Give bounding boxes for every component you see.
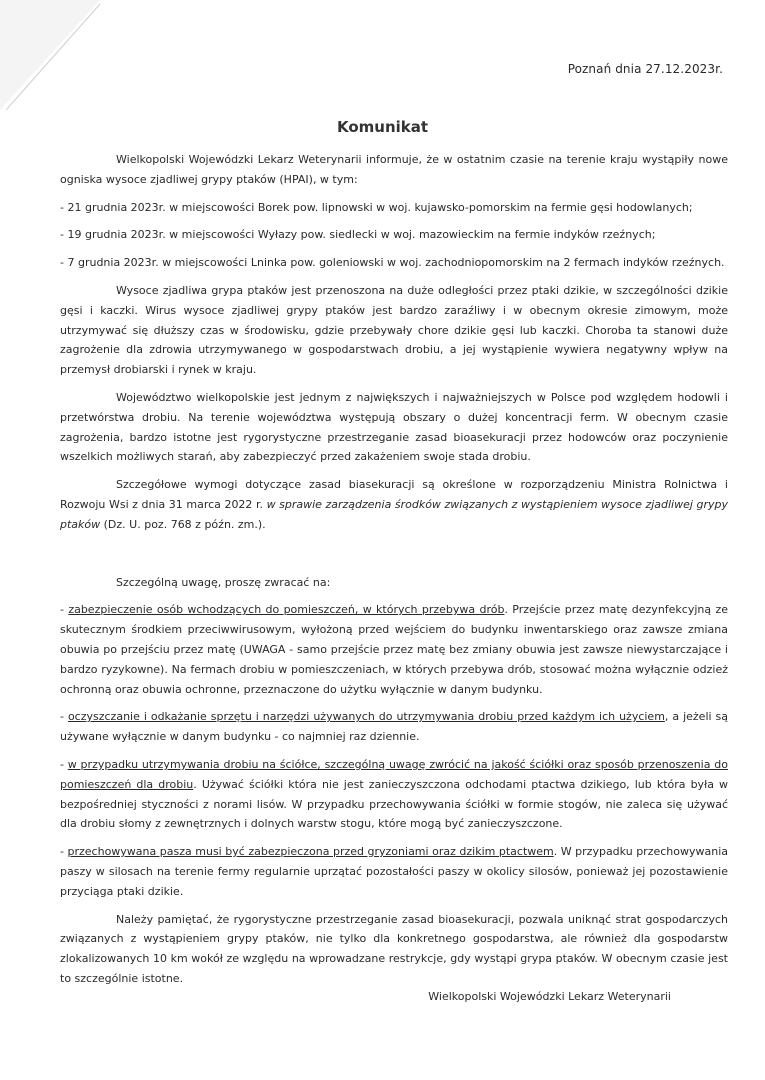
outbreak-item: - 7 grudnia 2023r. w miejscowości Lninka pow. goleniowski w woj. zachodniopomorskim na 2 fermach indyków rzeźnych. [60, 256, 725, 270]
scan-corner-fold [0, 0, 110, 120]
point-heading: przechowywana pasza musi być zabezpieczona przed gryzoniami oraz dzikim ptactwem [67, 845, 554, 859]
closing-paragraph: Należy pamiętać, że rygorystyczne przestrzeganie zasad bioasekuracji, pozwala uniknąć strat gospodarczych związanych z wystąpieniem grypy ptaków, nie tylko dla konkretnego gospodarstwa, ale również dla gospodarstw zlokalizowanych 10 km wokół ze względu na wprowadzane restrykcje, gdy wystąpi grypa ptaków. W obecnym czasie jest to szczególnie istotne. [60, 912, 728, 985]
point-dash: - [60, 710, 68, 724]
point-text: . Używać ściółki która nie jest zanieczyszczona odchodami ptactwa dzikiego, lub która była w bezpośredniej styczności z norami lisów. W przypadku przechowywania ściółki w formie stogów, nie zaleca się używać dla drobiu słomy z zewnętrznych i dolnych warstw stogu, które mogą być zanieczyszczone. [60, 777, 728, 831]
signature: Wielkopolski Wojewódzki Lekarz Weterynarii [428, 990, 671, 1003]
regulation-title: w sprawie zarządzenia środków związanych z wystąpieniem wysoce zjadliwej grypy ptaków [60, 497, 728, 531]
regulation-reference: (Dz. U. poz. 768 z późn. zm.). [100, 517, 266, 531]
spread-paragraph: Wysoce zjadliwa grypa ptaków jest przenoszona na duże odległości przez ptaki dzikie, w szczególności dzikie gęsi i kaczki. Wirus wysoce zjadliwej grypy ptaków jest bardzo zaraźliwy i w obecnym okresie zimowym, może utrzymywać się dłuższy czas w środowisku, gdzie przebywały chore dzikie gęsi lub kaczki. Choroba ta stanowi duże zagrożenie dla zdrowia utrzymywanego w gospodarstwach drobiu, a jej wystąpienie wywiera negatywny wpływ na przemysł drobiarski i rynek w kraju. [60, 283, 728, 377]
attention-point [60, 755, 728, 834]
attention-point [60, 707, 728, 747]
point-dash: - [60, 603, 69, 617]
attention-point [60, 842, 728, 901]
regulation-paragraph [60, 475, 728, 534]
point-text: . Przejście przez matę dezynfekcyjną ze skutecznym środkiem przeciwwirusowym, wyłożoną przed wejściem do budynku inwentarskiego oraz zawsze zmiana obuwia po przejściu przez matę (UWAGA - samo przejście przez matę bez zmiany obuwia jest zawsze niewystarczające i bardzo ryzykowne). Na fermach drobiu w pomieszczeniach, w których przebywa drób, stosować można wyłącznie odzież ochronną oraz obuwia ochronne, przeznaczone do użytku wyłącznie w danym budynku. [60, 603, 728, 696]
point-dash: - [60, 845, 68, 859]
document-body [60, 150, 728, 997]
point-text: , a jeżeli są używane wyłącznie w danym budynku - co najmniej raz dziennie. [60, 710, 728, 744]
point-dash: - [60, 757, 68, 771]
document-title: Komunikat [336, 118, 429, 136]
point-heading: w przypadku utrzymywania drobiu na ściółce, szczególną uwagę zwrócić na jakość ściółki oraz sposób przenoszenia do pomieszczeń dla drobiu [60, 757, 728, 791]
place-and-date: Poznań dnia 27.12.2023r. [567, 62, 723, 76]
outbreak-item: - 19 grudnia 2023r. w miejscowości Wyłazy pow. siedlecki w woj. mazowieckim na fermie indyków rzeźnych; [60, 228, 656, 242]
attention-intro: Szczególną uwagę, proszę zwracać na: [116, 575, 331, 589]
outbreak-item: - 21 grudnia 2023r. w miejscowości Borek pow. lipnowski w woj. kujawsko-pomorskim na fermie gęsi hodowlanych; [60, 200, 693, 214]
region-paragraph: Województwo wielkopolskie jest jednym z największych i najważniejszych w Polsce pod względem hodowli i przetwórstwa drobiu. Na terenie województwa występują obszary o dużej koncentracji ferm. W obecnym czasie zagrożenia, bardzo istotne jest rygorystyczne przestrzeganie zasad bioasekuracji przez hodowców oraz poczynienie wszelkich możliwych starań, aby zabezpieczyć przed zakażeniem swoje stada drobiu. [60, 390, 728, 464]
attention-point [60, 600, 728, 699]
point-text: . W przypadku przechowywania paszy w silosach na terenie fermy regularnie uprzątać pozostałości paszy w okolicy silosów, ponieważ jej pozostawienie przyciąga ptaki dzikie. [60, 845, 729, 898]
regulation-text: Szczegółowe wymogi dotyczące zasad biasekuracji są określone w rozporządzeniu Ministra Rolnictwa i Rozwoju Wsi z dnia 31 marca 2022 r. [60, 478, 728, 511]
point-heading: oczyszczanie i odkażanie sprzętu i narzędzi używanych do utrzymywania drobiu przed każdym ich użyciem [67, 710, 665, 724]
point-heading: zabezpieczenie osób wchodzących do pomieszczeń, w których przebywa drób [68, 603, 505, 617]
intro-paragraph: Wielkopolski Wojewódzki Lekarz Weterynarii informuje, że w ostatnim czasie na terenie kraju wystąpiły nowe ogniska wysoce zjadliwej grypy ptaków (HPAI), w tym: [60, 153, 728, 186]
